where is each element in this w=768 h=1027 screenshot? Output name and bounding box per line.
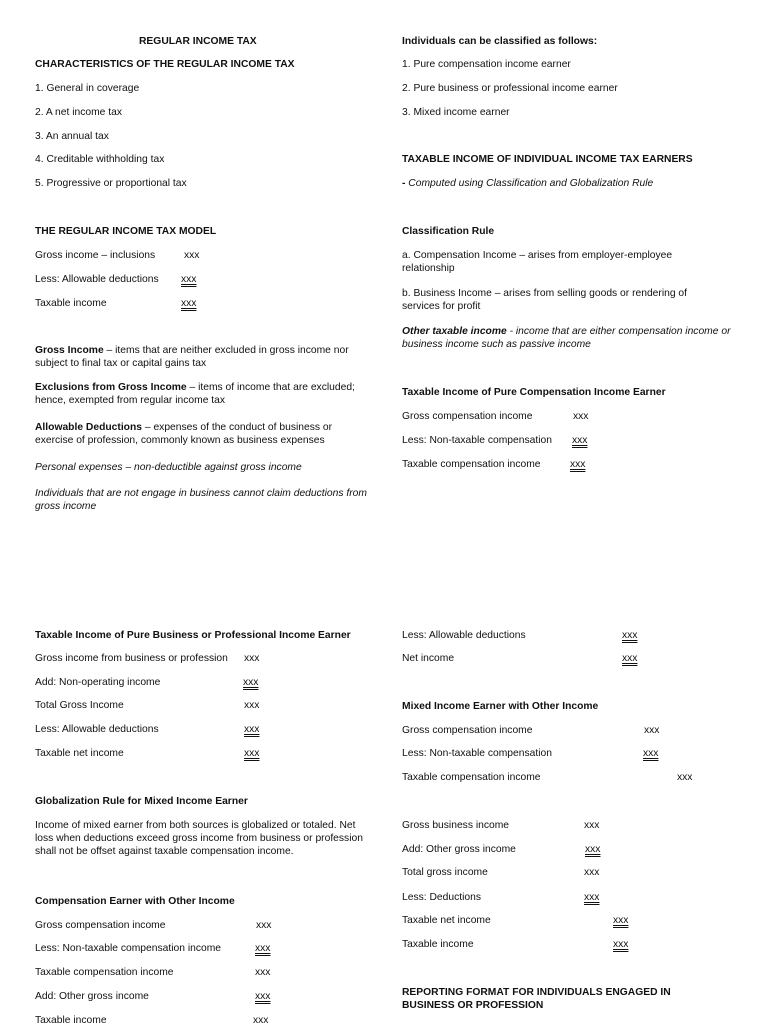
comp-other-label: Less: Non-taxable compensation income — [35, 943, 222, 954]
mixed-heading: Mixed Income Earner with Other Income — [402, 701, 599, 712]
mixed-label: Taxable compensation income — [402, 772, 541, 783]
comp-other-value: xxx — [256, 920, 272, 931]
mixed-label: Less: Non-taxable compensation — [402, 748, 552, 759]
business-label: Total gross income — [402, 867, 488, 878]
characteristic-item: 2. A net income tax — [35, 107, 123, 118]
pure-business-label: Less: Allowable deductions — [35, 724, 159, 735]
term: Allowable Deductions — [35, 422, 142, 433]
pure-comp-label: Less: Non-taxable compensation — [402, 435, 552, 446]
pure-business-value: xxx — [244, 748, 260, 759]
deductions-definition — [35, 421, 355, 447]
globalization-heading: Globalization Rule for Mixed Income Earner — [35, 796, 248, 807]
term: Exclusions from Gross Income — [35, 382, 187, 393]
pure-business-value: xxx — [244, 724, 260, 735]
mixed-value: xxx — [644, 725, 660, 736]
model-heading: THE REGULAR INCOME TAX MODEL — [35, 226, 217, 237]
gross-income-definition — [35, 344, 370, 370]
definition: – items of income that are excluded; hence, exempted from regular income tax — [35, 382, 355, 406]
other-taxable-income — [402, 325, 737, 351]
pure-comp-label: Gross compensation income — [402, 411, 533, 422]
model-label: Taxable income — [35, 298, 107, 309]
model-value: xxx — [181, 274, 197, 285]
pure-business-label: Gross income from business or profession — [35, 653, 228, 664]
pure-comp-label: Taxable compensation income — [402, 459, 541, 470]
mixed-value: xxx — [643, 748, 659, 759]
model-label: Gross income – inclusions — [35, 250, 156, 261]
business-value: xxx — [584, 867, 600, 878]
reporting-format-heading: REPORTING FORMAT FOR INDIVIDUALS ENGAGED IN BUSINESS OR PROFESSION — [402, 987, 671, 1011]
comp-other-value: xxx — [255, 991, 271, 1002]
characteristics-heading: CHARACTERISTICS OF THE REGULAR INCOME TAX — [35, 59, 295, 70]
computed-text: Computed using Classification and Globalization Rule — [405, 178, 654, 189]
definition: – expenses of the conduct of business or exercise of profession, commonly known as business expenses — [35, 422, 333, 446]
business-label: Taxable income — [402, 939, 474, 950]
pure-business-label: Add: Non-operating income — [35, 677, 161, 688]
classification-a: a. Compensation Income – arises from employer-employee relationship — [402, 250, 673, 274]
not-engaged-note: Individuals that are not engage in business cannot claim deductions from gross income — [35, 488, 367, 512]
business-value: xxx — [584, 820, 600, 831]
dash: - — [402, 178, 406, 189]
exclusions-definition — [35, 381, 370, 407]
pure-business-value: xxx — [244, 653, 260, 664]
pure-business-value: xxx — [243, 677, 259, 688]
model-value: xxx — [181, 298, 197, 309]
pure-business-label: Taxable net income — [35, 748, 124, 759]
model-value: xxx — [184, 250, 200, 261]
class-item: 3. Mixed income earner — [402, 107, 510, 118]
pure-comp-value: xxx — [570, 459, 586, 470]
document-title: REGULAR INCOME TAX — [139, 36, 257, 47]
characteristic-item: 1. General in coverage — [35, 83, 140, 94]
definition: - income that are either compensation income or business income such as passive income — [402, 326, 731, 350]
classification-b: b. Business Income – arises from selling goods or rendering of services for profit — [402, 288, 688, 312]
business-value: xxx — [613, 915, 629, 926]
personal-expenses-note: Personal expenses – non-deductible against gross income — [35, 462, 302, 473]
pure-business-label: Total Gross Income — [35, 700, 124, 711]
globalization-text: Income of mixed earner from both sources is globalized or totaled. Net loss when deductions exceed gross income from business or profession shall not be offset against taxable compensation income. — [35, 820, 363, 857]
definition: – items that are neither excluded in gross income nor subject to final tax or capital gains tax — [35, 345, 349, 369]
characteristic-item: 3. An annual tax — [35, 131, 109, 142]
comp-other-value: xxx — [255, 967, 271, 978]
pure-comp-heading: Taxable Income of Pure Compensation Income Earner — [402, 387, 666, 398]
business-value: xxx — [613, 939, 629, 950]
characteristic-item: 4. Creditable withholding tax — [35, 154, 165, 165]
taxable-income-heading: TAXABLE INCOME OF INDIVIDUAL INCOME TAX EARNERS — [402, 154, 693, 165]
business-label: Add: Other gross income — [402, 844, 516, 855]
class-item: 1. Pure compensation income earner — [402, 59, 571, 70]
net-income-value: xxx — [622, 653, 638, 664]
characteristic-item: 5. Progressive or proportional tax — [35, 178, 187, 189]
comp-other-label: Taxable compensation income — [35, 967, 174, 978]
class-item: 2. Pure business or professional income earner — [402, 83, 618, 94]
comp-other-value: xxx — [253, 1015, 269, 1026]
business-value: xxx — [584, 892, 600, 903]
business-value: xxx — [585, 844, 601, 855]
term: Other taxable income — [402, 326, 507, 337]
classified-heading: Individuals can be classified as follows: — [402, 36, 598, 47]
comp-other-heading: Compensation Earner with Other Income — [35, 896, 235, 907]
business-label: Taxable net income — [402, 915, 491, 926]
net-income-label: Less: Allowable deductions — [402, 630, 526, 641]
pure-business-value: xxx — [244, 700, 260, 711]
net-income-value: xxx — [622, 630, 638, 641]
business-label: Gross business income — [402, 820, 510, 831]
pure-comp-value: xxx — [572, 435, 588, 446]
pure-comp-value: xxx — [573, 411, 589, 422]
pure-business-heading: Taxable Income of Pure Business or Professional Income Earner — [35, 630, 351, 641]
model-label: Less: Allowable deductions — [35, 274, 159, 285]
mixed-value: xxx — [677, 772, 693, 783]
comp-other-label: Gross compensation income — [35, 920, 166, 931]
net-income-label: Net income — [402, 653, 455, 664]
classification-heading: Classification Rule — [402, 226, 495, 237]
comp-other-value: xxx — [255, 943, 271, 954]
mixed-label: Gross compensation income — [402, 725, 533, 736]
computed-note — [402, 177, 653, 190]
term: Gross Income — [35, 345, 104, 356]
business-label: Less: Deductions — [402, 892, 481, 903]
comp-other-label: Add: Other gross income — [35, 991, 149, 1002]
comp-other-label: Taxable income — [35, 1015, 107, 1026]
